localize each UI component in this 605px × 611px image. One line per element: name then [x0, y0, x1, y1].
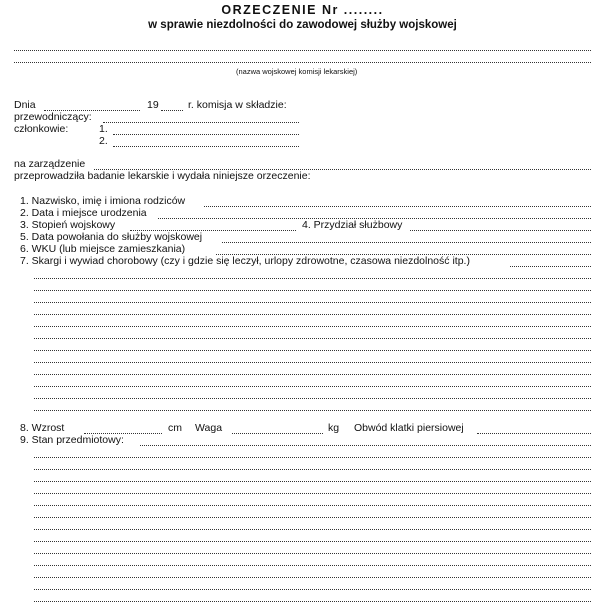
- chair-field[interactable]: [103, 122, 299, 123]
- weight-field[interactable]: [232, 433, 323, 434]
- field-7-line[interactable]: [34, 410, 591, 411]
- field-5-line[interactable]: [222, 242, 591, 243]
- chest-field[interactable]: [477, 433, 591, 434]
- examination-statement: przeprowadziła badanie lekarskie i wydała niniejsze orzeczenie:: [14, 170, 311, 182]
- chest-label: Obwód klatki piersiowej: [354, 422, 464, 434]
- member-1-field[interactable]: [113, 134, 299, 135]
- commission-name-line-1[interactable]: [14, 50, 591, 51]
- field-7-line[interactable]: [34, 362, 591, 363]
- field-4-label: 4. Przydział służbowy: [302, 219, 403, 231]
- field-7-label: 7. Skargi i wywiad chorobowy (czy i gdzie się leczył, urlopy zdrowotne, czasowa niezdolność itp.): [20, 255, 470, 267]
- field-9-label: 9. Stan przedmiotowy:: [20, 434, 124, 446]
- field-4-line[interactable]: [410, 230, 591, 231]
- field-7-line[interactable]: [34, 374, 591, 375]
- field-9-line-0[interactable]: [140, 445, 591, 446]
- field-1-line[interactable]: [204, 206, 591, 207]
- field-9-line[interactable]: [34, 553, 591, 554]
- member-1-number: 1.: [99, 123, 108, 135]
- field-9-line[interactable]: [34, 541, 591, 542]
- weight-label: Waga: [195, 422, 223, 434]
- field-9-line[interactable]: [34, 457, 591, 458]
- document-subtitle: w sprawie niezdolności do zawodowej służby wojskowej: [148, 19, 457, 31]
- field-7-line[interactable]: [34, 290, 591, 291]
- year-prefix: 19: [147, 99, 159, 111]
- field-7-line[interactable]: [34, 386, 591, 387]
- field-7-line[interactable]: [34, 314, 591, 315]
- field-7-line[interactable]: [34, 398, 591, 399]
- field-7-line[interactable]: [34, 278, 591, 279]
- commission-name-line-2[interactable]: [14, 62, 591, 63]
- member-2-number: 2.: [99, 135, 108, 147]
- field-9-line[interactable]: [34, 469, 591, 470]
- field-3-label: 3. Stopień wojskowy: [20, 219, 116, 231]
- day-label: Dnia: [14, 99, 36, 111]
- field-7-line[interactable]: [34, 302, 591, 303]
- field-5-label: 5. Data powołania do służby wojskowej: [20, 231, 203, 243]
- commission-caption: (nazwa wojskowej komisji lekarskiej): [236, 67, 358, 76]
- field-9-line[interactable]: [34, 589, 591, 590]
- field-9-line[interactable]: [34, 517, 591, 518]
- chair-label: przewodniczący:: [14, 111, 92, 123]
- field-7-line[interactable]: [34, 338, 591, 339]
- field-9-line[interactable]: [34, 493, 591, 494]
- year-field[interactable]: [161, 110, 183, 111]
- field-2-label: 2. Data i miejsce urodzenia: [20, 207, 147, 219]
- field-9-line[interactable]: [34, 505, 591, 506]
- weight-unit: kg: [328, 422, 340, 434]
- field-6-label: 6. WKU (lub miejsce zamieszkania): [20, 243, 186, 255]
- member-2-field[interactable]: [113, 146, 299, 147]
- order-label: na zarządzenie: [14, 158, 86, 170]
- height-unit: cm: [168, 422, 182, 434]
- field-7-line[interactable]: [34, 350, 591, 351]
- field-7-line[interactable]: [34, 326, 591, 327]
- field-9-line[interactable]: [34, 565, 591, 566]
- field-9-line[interactable]: [34, 529, 591, 530]
- document-title: ORZECZENIE Nr ........: [221, 3, 384, 17]
- field-9-line[interactable]: [34, 481, 591, 482]
- field-7-line-0[interactable]: [510, 266, 591, 267]
- field-9-line[interactable]: [34, 601, 591, 602]
- field-8-height-label: 8. Wzrost: [20, 422, 65, 434]
- commission-label: r. komisja w składzie:: [188, 99, 287, 111]
- members-label: członkowie:: [14, 123, 69, 135]
- field-9-line[interactable]: [34, 577, 591, 578]
- field-1-label: 1. Nazwisko, imię i imiona rodziców: [20, 195, 186, 207]
